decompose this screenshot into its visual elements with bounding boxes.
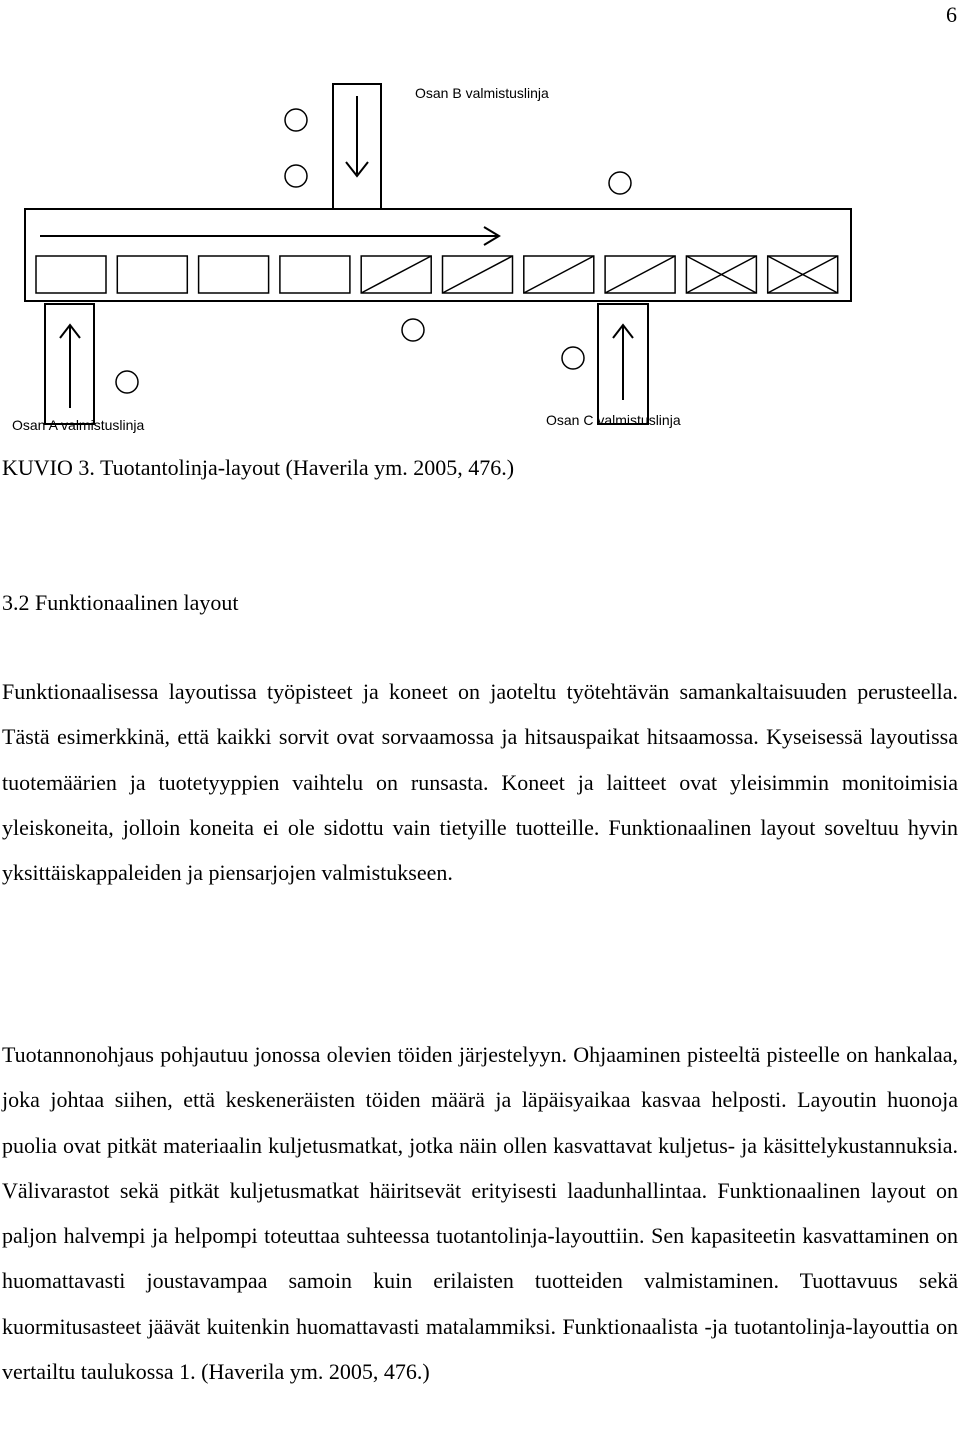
- worker-circle: [285, 109, 307, 131]
- workstation-mark: [443, 256, 513, 293]
- figure-caption: KUVIO 3. Tuotantolinja-layout (Haverila ym. 2005, 476.): [2, 455, 515, 480]
- main-conveyor: [25, 209, 851, 301]
- workstation-mark: [524, 256, 594, 293]
- workstation-empty: [117, 256, 187, 293]
- worker-circle: [562, 347, 584, 369]
- worker-circle: [285, 165, 307, 187]
- production-line-diagram: [0, 70, 960, 440]
- section-heading: 3.2 Funktionaalinen layout: [2, 590, 239, 615]
- worker-circle: [116, 371, 138, 393]
- workstation-empty: [36, 256, 106, 293]
- label-line-c: Osan C valmistuslinja: [546, 412, 681, 428]
- workstation-mark: [361, 256, 431, 293]
- workstation-empty: [199, 256, 269, 293]
- label-line-a: Osan A valmistuslinja: [12, 417, 145, 433]
- label-line-b: Osan B valmistuslinja: [415, 85, 549, 101]
- worker-circle: [609, 172, 631, 194]
- workstation-mark: [605, 256, 675, 293]
- workstation-empty: [280, 256, 350, 293]
- paragraph-1: Funktionaalisessa layoutissa työpisteet ja koneet on jaoteltu työtehtävän samankaltaisuuden perusteella. Tästä esimerkkinä, että kaikki sorvit ovat sorvaamossa ja hitsauspaikat hitsaamossa. Kyseisessä layoutissa tuotemäärien ja tuotetyyppien vaihtelu on runsasta. Koneet ja laitteet ovat yleisimmin monitoimisia yleiskoneita, jolloin koneita ei ole sidottu vain tietyille tuotteille. Funktionaalinen layout soveltuu hyvin yksittäiskappaleiden ja piensarjojen valmistukseen.: [2, 679, 958, 886]
- page-number: 6: [946, 2, 957, 27]
- worker-circle: [402, 319, 424, 341]
- paragraph-2: Tuotannonohjaus pohjautuu jonossa olevien töiden järjestelyyn. Ohjaaminen pisteeltä pisteelle on hankalaa, joka johtaa siihen, että keskeneräisten töiden määrä ja läpäisyaikaa kasvaa helposti. Layoutin huonoja puolia ovat pitkät materiaalin kuljetusmatkat, jotka näin ollen kasvattavat kuljetus- ja käsittelykustannuksia. Välivarastot sekä pitkät kuljetusmatkat häiritsevät erityisesti laadunhallintaa. Funktionaalinen layout on paljon halvempi ja helpompi toteuttaa suhteessa tuotantolinja-layouttiin. Sen kapasiteetin kasvattaminen on huomattavasti joustavampaa samoin kuin erilaisten tuotteiden valmistaminen. Tuottavuus sekä kuormitusasteet jäävät kuitenkin huomattavasti matalammiksi. Funktionaalista -ja tuotantolinja-layouttia on vertailtu taulukossa 1. (Haverila ym. 2005, 476.): [2, 1042, 958, 1385]
